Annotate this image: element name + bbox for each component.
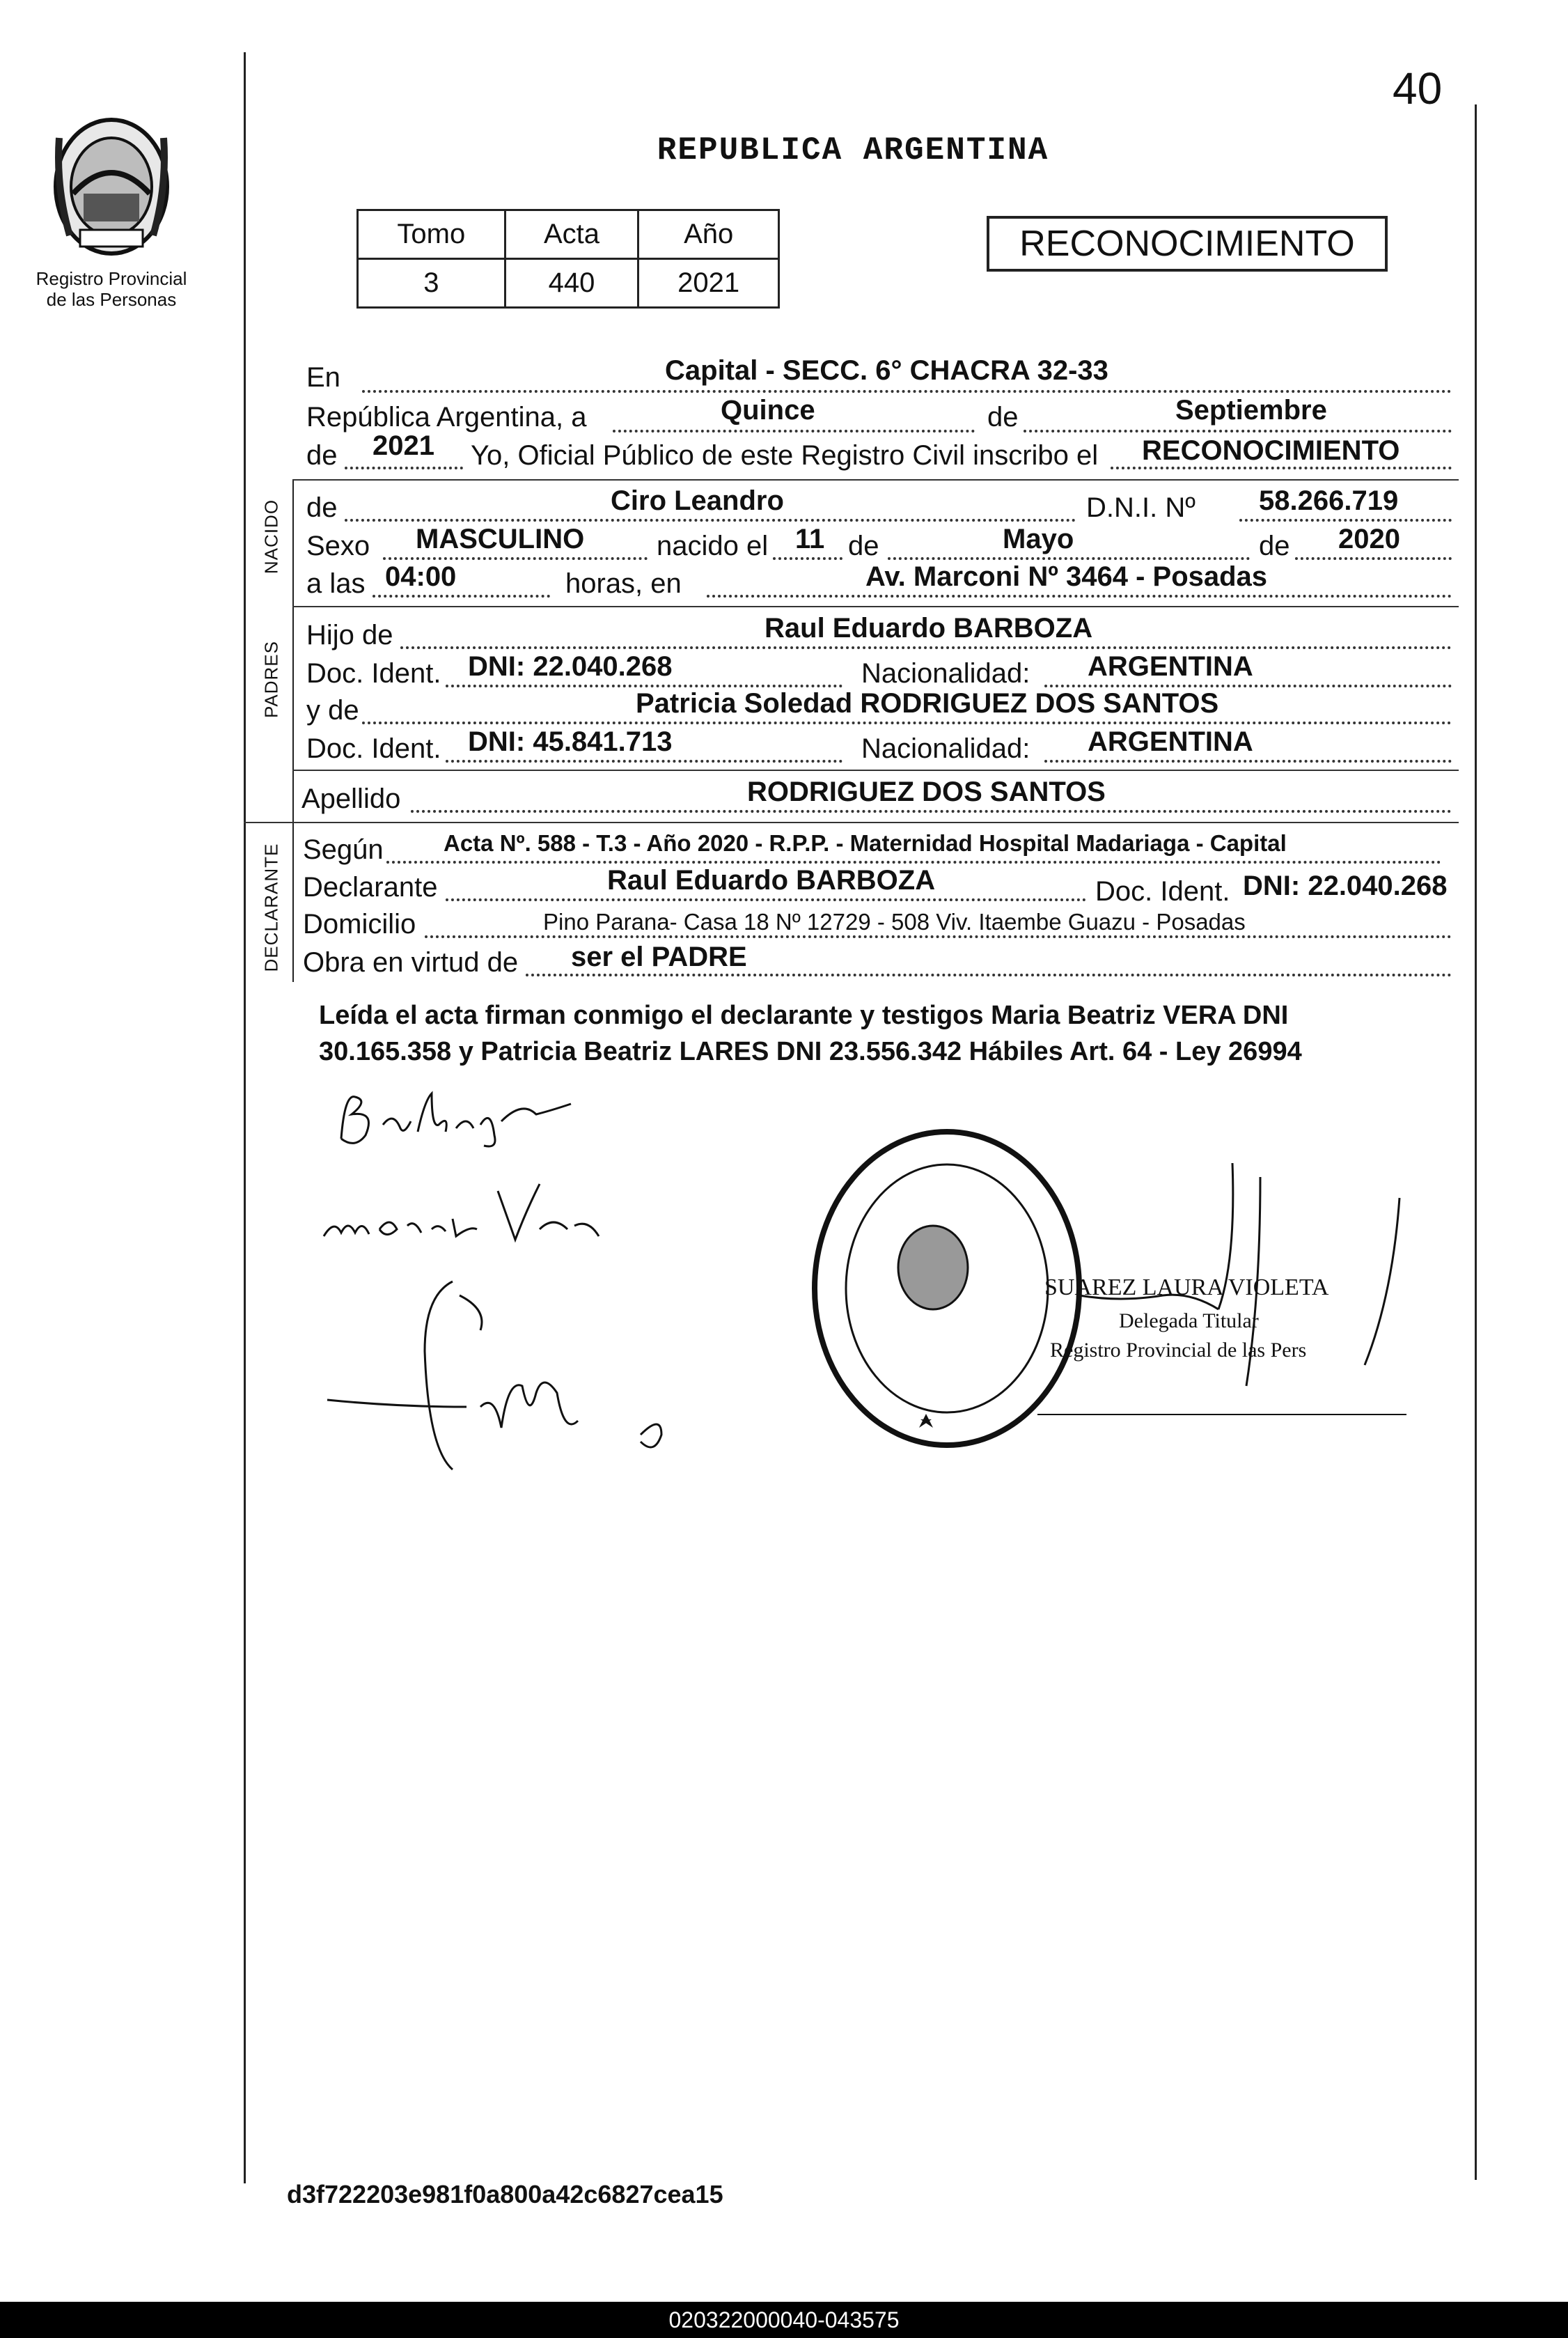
- dotted-line: [1295, 557, 1452, 560]
- closing-paragraph: [319, 997, 1447, 1070]
- dotted-line: [362, 390, 1452, 393]
- left-border-line: [244, 52, 246, 2183]
- child-dni-value: 58.266.719: [1259, 485, 1399, 516]
- table-cell-acta: 440: [505, 259, 638, 308]
- sexo-label: Sexo: [306, 531, 370, 561]
- segun-value: Acta Nº. 588 - T.3 - Año 2020 - R.P.P. - Maternidad Hospital Madariaga - Capital: [444, 830, 1287, 856]
- obra-value: ser el PADRE: [571, 942, 747, 972]
- nacionalidad-label-2: Nacionalidad:: [861, 733, 1030, 764]
- table-cell-anio: 2021: [638, 259, 779, 308]
- republica-label: República Argentina, a: [306, 402, 587, 432]
- dotted-line: [383, 557, 648, 560]
- dotted-line: [446, 760, 842, 763]
- declarante-doc-label: Doc. Ident.: [1095, 876, 1230, 907]
- mother-doc-value: DNI: 45.841.713: [468, 726, 673, 757]
- dotted-line: [362, 722, 1452, 724]
- time-value: 04:00: [385, 561, 457, 592]
- birth-year-value: 2020: [1338, 524, 1400, 554]
- birth-place-value: Av. Marconi Nº 3464 - Posadas: [865, 561, 1268, 592]
- dotted-line: [345, 467, 463, 469]
- dni-label: D.N.I. Nº: [1086, 492, 1195, 523]
- declarante-name-value: Raul Eduardo BARBOZA: [607, 865, 936, 896]
- apellido-label: Apellido: [301, 784, 401, 814]
- table-header-acta: Acta: [505, 210, 638, 259]
- register-table: [356, 209, 780, 309]
- dotted-line: [345, 519, 1076, 522]
- table-cell-tomo: 3: [358, 259, 505, 308]
- sexo-value: MASCULINO: [416, 524, 585, 554]
- dotted-line: [526, 974, 1452, 976]
- nacido-el-label: nacido el: [657, 531, 769, 561]
- dotted-line: [1111, 467, 1452, 469]
- apellido-value: RODRIGUEZ DOS SANTOS: [747, 777, 1106, 807]
- dotted-line: [707, 595, 1452, 598]
- segun-label: Según: [303, 834, 384, 865]
- stamp-official-name: SUAREZ LAURA VIOLETA: [1044, 1275, 1329, 1300]
- closing-line-1: Leída el acta firman conmigo el declarante y testigos Maria Beatriz VERA DNI: [319, 1001, 1289, 1030]
- declarante-doc-value: DNI: 22.040.268: [1243, 871, 1448, 901]
- signature-vera: [317, 1170, 609, 1254]
- father-doc-value: DNI: 22.040.268: [468, 651, 673, 682]
- stamp-official-title: Delegada Titular: [1119, 1309, 1259, 1332]
- country-title: REPUBLICA ARGENTINA: [657, 132, 1049, 169]
- place-value: Capital - SECC. 6° CHACRA 32-33: [665, 355, 1108, 386]
- doc-ident-label-2: Doc. Ident.: [306, 733, 441, 764]
- day-value: Quince: [721, 395, 815, 426]
- dotted-line: [386, 861, 1441, 864]
- act-type-value: RECONOCIMIENTO: [1142, 435, 1400, 466]
- hijo-de-label: Hijo de: [306, 620, 393, 650]
- act-type-box: RECONOCIMIENTO: [987, 216, 1388, 272]
- provincial-seal-icon: [42, 110, 181, 263]
- table-header-anio: Año: [638, 210, 779, 259]
- doc-ident-label: Doc. Ident.: [306, 658, 441, 689]
- horas-label: horas, en: [565, 568, 682, 599]
- obra-label: Obra en virtud de: [303, 947, 519, 978]
- month-value: Septiembre: [1175, 395, 1327, 426]
- father-nationality-value: ARGENTINA: [1088, 651, 1253, 682]
- nacido-section-label: NACIDO: [260, 499, 282, 575]
- de-label: de: [987, 402, 1019, 432]
- stamp-official-org: Registro Provincial de las Pers: [1050, 1339, 1307, 1362]
- nacido-de-label: de: [306, 492, 338, 523]
- de-year-label: de: [306, 440, 338, 471]
- dotted-line: [1239, 519, 1452, 522]
- dotted-line: [1024, 430, 1452, 432]
- document-hash: d3f722203e981f0a800a42c6827cea15: [287, 2180, 723, 2208]
- birth-day-value: 11: [795, 524, 825, 554]
- mother-nationality-value: ARGENTINA: [1088, 726, 1253, 757]
- padres-section-label: PADRES: [260, 641, 282, 718]
- dotted-line: [613, 430, 975, 432]
- section-rule: [292, 770, 1459, 771]
- a-las-label: a las: [306, 568, 366, 599]
- signature-barboza: [327, 1073, 592, 1156]
- dotted-line: [425, 935, 1452, 938]
- section-divider-line: [292, 481, 294, 982]
- dotted-line: [1044, 685, 1452, 687]
- oficial-text: Yo, Oficial Público de este Registro Civil inscribo el: [471, 440, 1099, 471]
- dotted-line: [888, 557, 1250, 560]
- section-rule: [244, 822, 1459, 823]
- table-header-tomo: Tomo: [358, 210, 505, 259]
- registry-caption-line2: de las Personas: [46, 289, 177, 310]
- closing-line-2: 30.165.358 y Patricia Beatriz LARES DNI 23.556.342 Hábiles Art. 64 - Ley 26994: [319, 1037, 1302, 1066]
- dotted-line: [373, 595, 550, 598]
- de-label-3: de: [1259, 531, 1290, 561]
- declarante-label: Declarante: [303, 872, 438, 903]
- father-name-value: Raul Eduardo BARBOZA: [765, 613, 1093, 644]
- dotted-line: [446, 898, 1086, 901]
- nacionalidad-label: Nacionalidad:: [861, 658, 1030, 689]
- domicilio-label: Domicilio: [303, 909, 416, 940]
- registry-caption: [21, 268, 202, 310]
- child-name-value: Ciro Leandro: [611, 485, 784, 516]
- page-number: 40: [1393, 63, 1443, 114]
- section-rule: [292, 479, 1459, 481]
- dotted-line: [400, 646, 1452, 649]
- footer-code-bar: 020322000040-043575: [0, 2302, 1568, 2338]
- dotted-line: [411, 810, 1452, 813]
- dotted-line: [1044, 760, 1452, 763]
- de-label-2: de: [848, 531, 879, 561]
- signature-official: [313, 1268, 703, 1504]
- right-border-line: [1475, 104, 1477, 2180]
- registry-caption-line1: Registro Provincial: [36, 268, 187, 289]
- birth-month-value: Mayo: [1003, 524, 1074, 554]
- domicilio-value: Pino Parana- Casa 18 Nº 12729 - 508 Viv. Itaembe Guazu - Posadas: [543, 909, 1246, 935]
- y-de-label: y de: [306, 695, 359, 726]
- section-rule: [292, 606, 1459, 607]
- dotted-line: [773, 557, 842, 560]
- year-value: 2021: [373, 430, 434, 461]
- declarante-section-label: DECLARANTE: [260, 843, 282, 972]
- en-label: En: [306, 362, 340, 393]
- mother-name-value: Patricia Soledad RODRIGUEZ DOS SANTOS: [636, 688, 1219, 719]
- stamp-signature-stroke: [1037, 1156, 1427, 1421]
- dotted-line: [446, 685, 842, 687]
